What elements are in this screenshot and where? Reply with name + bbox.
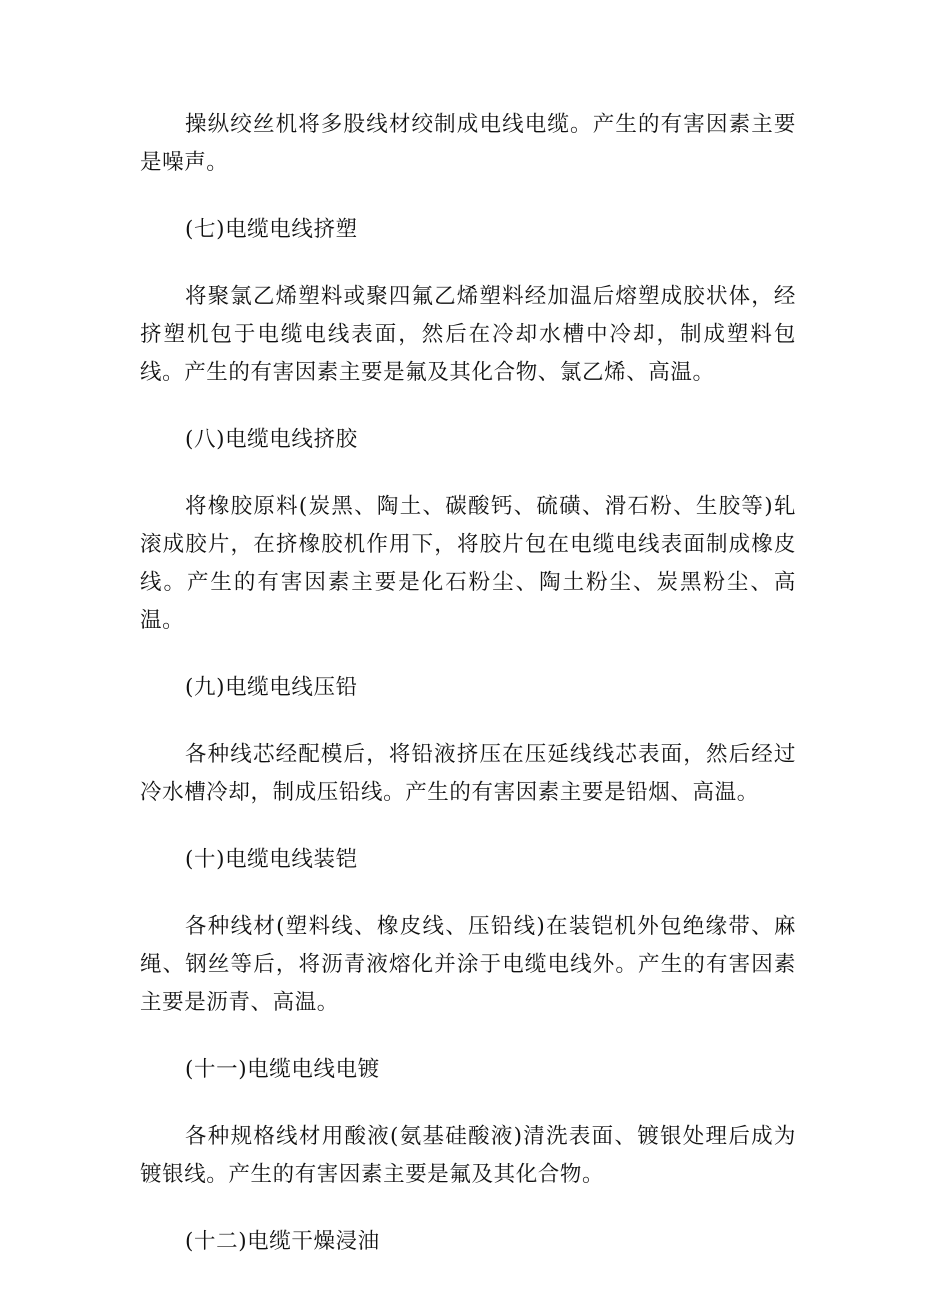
section-heading-12: (十二)电缆干燥浸油 [185,1229,380,1254]
paragraph-stranding: 操纵绞丝机将多股线材绞制成电线电缆。产生的有害因素主要是噪声。 [140,112,796,175]
section-heading-11: (十一)电缆电线电镀 [185,1057,380,1082]
document-body [140,106,796,1290]
paragraph-lead-pressing: 各种线芯经配模后，将铅液挤压在压延线线芯表面，然后经过冷水槽冷却，制成压铅线。产生的有害因素主要是铅烟、高温。 [140,742,796,805]
paragraph-extrusion-rubber: 将橡胶原料(炭黑、陶土、碳酸钙、硫磺、滑石粉、生胶等)轧滚成胶片，在挤橡胶机作用下，将胶片包在电缆电线表面制成橡皮线。产生的有害因素主要是化石粉尘、陶土粉尘、炭黑粉尘、高温。 [140,494,796,633]
paragraph-electroplating: 各种规格线材用酸液(氨基硅酸液)清洗表面、镀银处理后成为镀银线。产生的有害因素主要是氟及其化合物。 [140,1124,796,1187]
section-heading-8: (八)电缆电线挤胶 [185,427,358,452]
section-heading-10: (十)电缆电线装铠 [185,847,358,872]
section-heading-7: (七)电缆电线挤塑 [185,217,358,242]
section-heading-9: (九)电缆电线压铅 [185,675,358,700]
paragraph-extrusion-plastic: 将聚氯乙烯塑料或聚四氟乙烯塑料经加温后熔塑成胶状体，经挤塑机包于电缆电线表面，然后在冷却水槽中冷却，制成塑料包线。产生的有害因素主要是氟及其化合物、氯乙烯、高温。 [140,284,796,385]
paragraph-armoring: 各种线材(塑料线、橡皮线、压铅线)在装铠机外包绝缘带、麻绳、钢丝等后，将沥青液熔化并涂于电缆电线外。产生的有害因素主要是沥青、高温。 [140,914,796,1015]
